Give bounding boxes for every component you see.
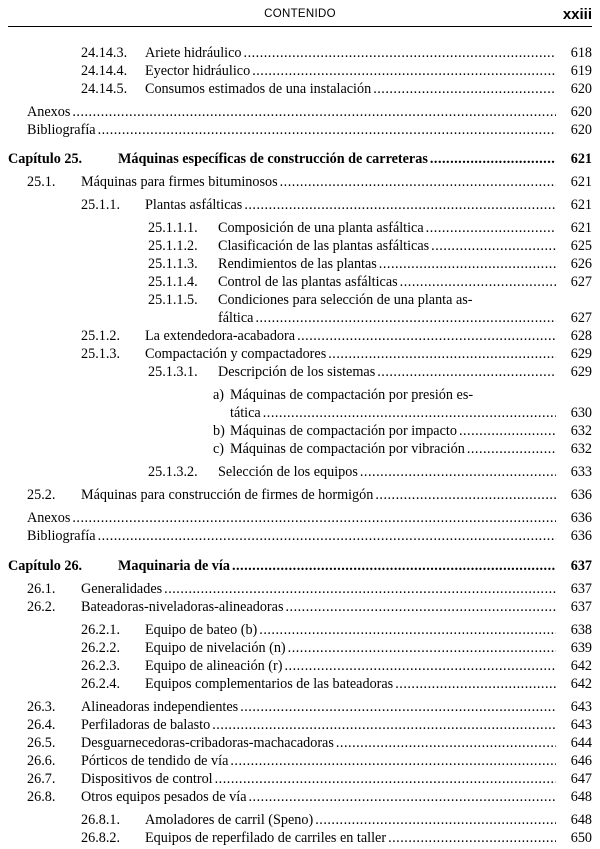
entry-title: Dispositivos de control (81, 771, 213, 787)
entry-page-number: 629 (570, 364, 592, 380)
entry-title: Pórticos de tendido de vía (81, 753, 229, 769)
entry-number: 24.14.4. (81, 63, 128, 79)
entry-page-number: 629 (570, 346, 592, 362)
entry-page-number: 642 (570, 676, 592, 692)
entry-title: Otros equipos pesados de vía (81, 789, 247, 805)
toc-entry (81, 675, 592, 693)
entry-page-number: 620 (570, 122, 592, 138)
entry-page-number: 626 (570, 256, 592, 272)
dot-leader (395, 675, 556, 693)
entry-title: Condiciones para selección de una planta as- (218, 292, 473, 308)
toc-entry (81, 621, 592, 639)
toc-entry (27, 716, 592, 734)
dot-leader (285, 598, 556, 616)
entry-page-number: 637 (570, 581, 592, 597)
toc-entry (27, 580, 592, 598)
entry-number: 25.1.2. (81, 328, 121, 344)
entry-title: fáltica (218, 310, 254, 326)
toc-entry (27, 121, 592, 139)
entry-number: 26.8.1. (81, 812, 121, 828)
toc-entry (27, 598, 592, 616)
toc-entry (27, 752, 592, 770)
toc-entry (230, 404, 592, 422)
toc-entry (27, 770, 592, 788)
entry-page-number: 628 (570, 328, 592, 344)
entry-title: Bibliografía (27, 122, 96, 138)
toc-entry (213, 386, 592, 404)
dot-leader (280, 173, 556, 191)
toc-entry (218, 309, 592, 327)
entry-page-number: 619 (570, 63, 592, 79)
header-rule (8, 26, 592, 27)
dot-leader (431, 237, 556, 255)
dot-leader (263, 404, 556, 422)
toc-entry (81, 196, 592, 214)
dot-leader (72, 509, 556, 527)
entry-title: Bibliografía (27, 528, 96, 544)
dot-leader (388, 829, 556, 847)
dot-leader (360, 463, 556, 481)
dot-leader (467, 440, 556, 458)
entry-number: 25.1.3. (81, 346, 121, 362)
entry-title: La extendedora-acabadora (145, 328, 296, 344)
entry-title: Control de las plantas asfálticas (218, 274, 398, 290)
toc-entry (81, 829, 592, 847)
dot-leader (400, 273, 556, 291)
entry-number: 25.1.3.1. (148, 364, 198, 380)
entry-number: 25.1.1.1. (148, 220, 198, 236)
header-title: CONTENIDO (264, 8, 336, 20)
dot-leader (249, 788, 557, 806)
dot-leader (72, 103, 556, 121)
entry-title: Máquinas para firmes bituminosos (81, 174, 278, 190)
dot-leader (98, 527, 556, 545)
entry-page-number: 636 (570, 487, 592, 503)
entry-title: Clasificación de las plantas asfálticas (218, 238, 430, 254)
entry-title: Anexos (27, 104, 71, 120)
dot-leader (284, 657, 556, 675)
entry-number: 26.2.1. (81, 622, 121, 638)
entry-number: 26.7. (27, 771, 56, 787)
entry-page-number: 632 (570, 423, 592, 439)
entry-number: Capítulo 25. (8, 151, 83, 167)
entry-title: Plantas asfálticas (145, 197, 243, 213)
entry-number: 26.2.4. (81, 676, 121, 692)
entry-number: 26.8. (27, 789, 56, 805)
entry-number: 26.2. (27, 599, 56, 615)
entry-title: Alineadoras independientes (81, 699, 239, 715)
entry-page-number: 650 (570, 830, 592, 846)
toc-entry (27, 698, 592, 716)
entry-page-number: 625 (570, 238, 592, 254)
toc-entry (27, 103, 592, 121)
entry-page-number: 620 (570, 104, 592, 120)
entry-number: a) (213, 387, 225, 403)
entry-page-number: 633 (570, 464, 592, 480)
entry-number: b) (213, 423, 225, 439)
entry-title: Consumos estimados de una instalación (145, 81, 372, 97)
entry-title: Amoladores de carril (Speno) (145, 812, 314, 828)
entry-page-number: 644 (570, 735, 592, 751)
toc-entry (81, 80, 592, 98)
entry-title: Equipo de nivelación (n) (145, 640, 286, 656)
entry-page-number: 627 (570, 310, 592, 326)
entry-number: 25.1.1. (81, 197, 121, 213)
dot-leader (373, 80, 556, 98)
entry-title: Máquinas de compactación por presión es- (230, 387, 474, 403)
entry-title: Equipo de bateo (b) (145, 622, 258, 638)
dot-leader (328, 345, 556, 363)
toc-entry (148, 255, 592, 273)
entry-page-number: 632 (570, 441, 592, 457)
entry-title: Desguarnecedoras-cribadoras-machacadoras (81, 735, 334, 751)
entry-title: Bateadoras-niveladoras-alineadoras (81, 599, 284, 615)
entry-page-number: 636 (570, 528, 592, 544)
entry-page-number: 618 (570, 45, 592, 61)
dot-leader (244, 44, 556, 62)
dot-leader (232, 557, 556, 575)
toc-entry (81, 44, 592, 62)
entry-number: 25.1.3.2. (148, 464, 198, 480)
entry-number: 26.1. (27, 581, 56, 597)
dot-leader (459, 422, 556, 440)
dot-leader (230, 752, 556, 770)
entry-title: Selección de los equipos (218, 464, 358, 480)
entry-title: Máquinas para construcción de firmes de hormigón (81, 487, 374, 503)
entry-number: 25.1.1.2. (148, 238, 198, 254)
chapter-entry (8, 557, 592, 575)
entry-number: 25.1.1.4. (148, 274, 198, 290)
toc-entry (27, 527, 592, 545)
toc-entry (148, 363, 592, 381)
toc-entry (81, 62, 592, 80)
entry-title: Máquinas específicas de construcción de carreteras (118, 151, 428, 167)
entry-title: Compactación y compactadores (145, 346, 327, 362)
entry-page-number: 621 (570, 220, 592, 236)
entry-page-number: 621 (570, 174, 592, 190)
entry-page-number: 637 (570, 599, 592, 615)
dot-leader (240, 698, 556, 716)
entry-page-number: 621 (570, 151, 592, 167)
dot-leader (426, 219, 556, 237)
dot-leader (98, 121, 556, 139)
entry-page-number: 638 (570, 622, 592, 638)
entry-title: Composición de una planta asfáltica (218, 220, 424, 236)
entry-title: Rendimientos de las plantas (218, 256, 377, 272)
entry-number: 24.14.3. (81, 45, 128, 61)
toc-entry (148, 273, 592, 291)
dot-leader (288, 639, 556, 657)
entry-number: 25.1.1.3. (148, 256, 198, 272)
header-page-number: xxiii (562, 6, 592, 23)
toc-entry (27, 788, 592, 806)
dot-leader (215, 770, 556, 788)
entry-number: 26.5. (27, 735, 56, 751)
dot-leader (315, 811, 556, 829)
entry-title: Máquinas de compactación por vibración (230, 441, 465, 457)
entry-number: 25.1.1.5. (148, 292, 198, 308)
entry-title: tática (230, 405, 261, 421)
entry-page-number: 630 (570, 405, 592, 421)
entry-title: Perfiladoras de balasto (81, 717, 211, 733)
entry-number: 26.2.3. (81, 658, 121, 674)
toc-entry (27, 173, 592, 191)
entry-page-number: 620 (570, 81, 592, 97)
dot-leader (244, 196, 556, 214)
entry-title: Equipos de reperfilado de carriles en taller (145, 830, 387, 846)
dot-leader (297, 327, 556, 345)
entry-page-number: 636 (570, 510, 592, 526)
entry-page-number: 621 (570, 197, 592, 213)
entry-page-number: 648 (570, 812, 592, 828)
entry-page-number: 643 (570, 717, 592, 733)
entry-title: Ariete hidráulico (145, 45, 242, 61)
entry-page-number: 642 (570, 658, 592, 674)
dot-leader (212, 716, 556, 734)
entry-title: Equipos complementarios de las bateadoras (145, 676, 394, 692)
chapter-entry (8, 150, 592, 168)
entry-page-number: 647 (570, 771, 592, 787)
entry-page-number: 646 (570, 753, 592, 769)
entry-number: 26.8.2. (81, 830, 121, 846)
entry-number: 26.3. (27, 699, 56, 715)
toc-entry (148, 237, 592, 255)
entry-title: Anexos (27, 510, 71, 526)
entry-title: Máquinas de compactación por impacto (230, 423, 457, 439)
entry-number: 26.4. (27, 717, 56, 733)
entry-number: 25.2. (27, 487, 56, 503)
toc-entry (213, 422, 592, 440)
dot-leader (375, 486, 556, 504)
toc-entry (81, 657, 592, 675)
dot-leader (252, 62, 556, 80)
entry-page-number: 637 (570, 558, 592, 574)
entry-number: 24.14.5. (81, 81, 128, 97)
dot-leader (164, 580, 556, 598)
dot-leader (430, 150, 556, 168)
toc-entry (81, 345, 592, 363)
running-header (0, 6, 600, 24)
dot-leader (336, 734, 556, 752)
entry-title: Eyector hidráulico (145, 63, 251, 79)
toc-entry (27, 734, 592, 752)
entry-number: c) (213, 441, 225, 457)
dot-leader (377, 363, 556, 381)
dot-leader (379, 255, 556, 273)
toc-entry (148, 463, 592, 481)
entry-title: Equipo de alineación (r) (145, 658, 283, 674)
entry-page-number: 627 (570, 274, 592, 290)
entry-page-number: 639 (570, 640, 592, 656)
toc-entry (148, 219, 592, 237)
entry-title: Descripción de los sistemas (218, 364, 376, 380)
toc-entry (148, 291, 592, 309)
toc-entry (213, 440, 592, 458)
dot-leader (255, 309, 556, 327)
entry-page-number: 648 (570, 789, 592, 805)
entry-title: Maquinaria de vía (118, 558, 230, 574)
entry-title: Generalidades (81, 581, 163, 597)
dot-leader (259, 621, 556, 639)
toc-entry (27, 486, 592, 504)
toc-entry (81, 327, 592, 345)
toc-entry (27, 509, 592, 527)
entry-number: Capítulo 26. (8, 558, 83, 574)
toc-entry (81, 639, 592, 657)
entry-page-number: 643 (570, 699, 592, 715)
entry-number: 25.1. (27, 174, 56, 190)
entry-number: 26.6. (27, 753, 56, 769)
entry-number: 26.2.2. (81, 640, 121, 656)
toc-entry (81, 811, 592, 829)
